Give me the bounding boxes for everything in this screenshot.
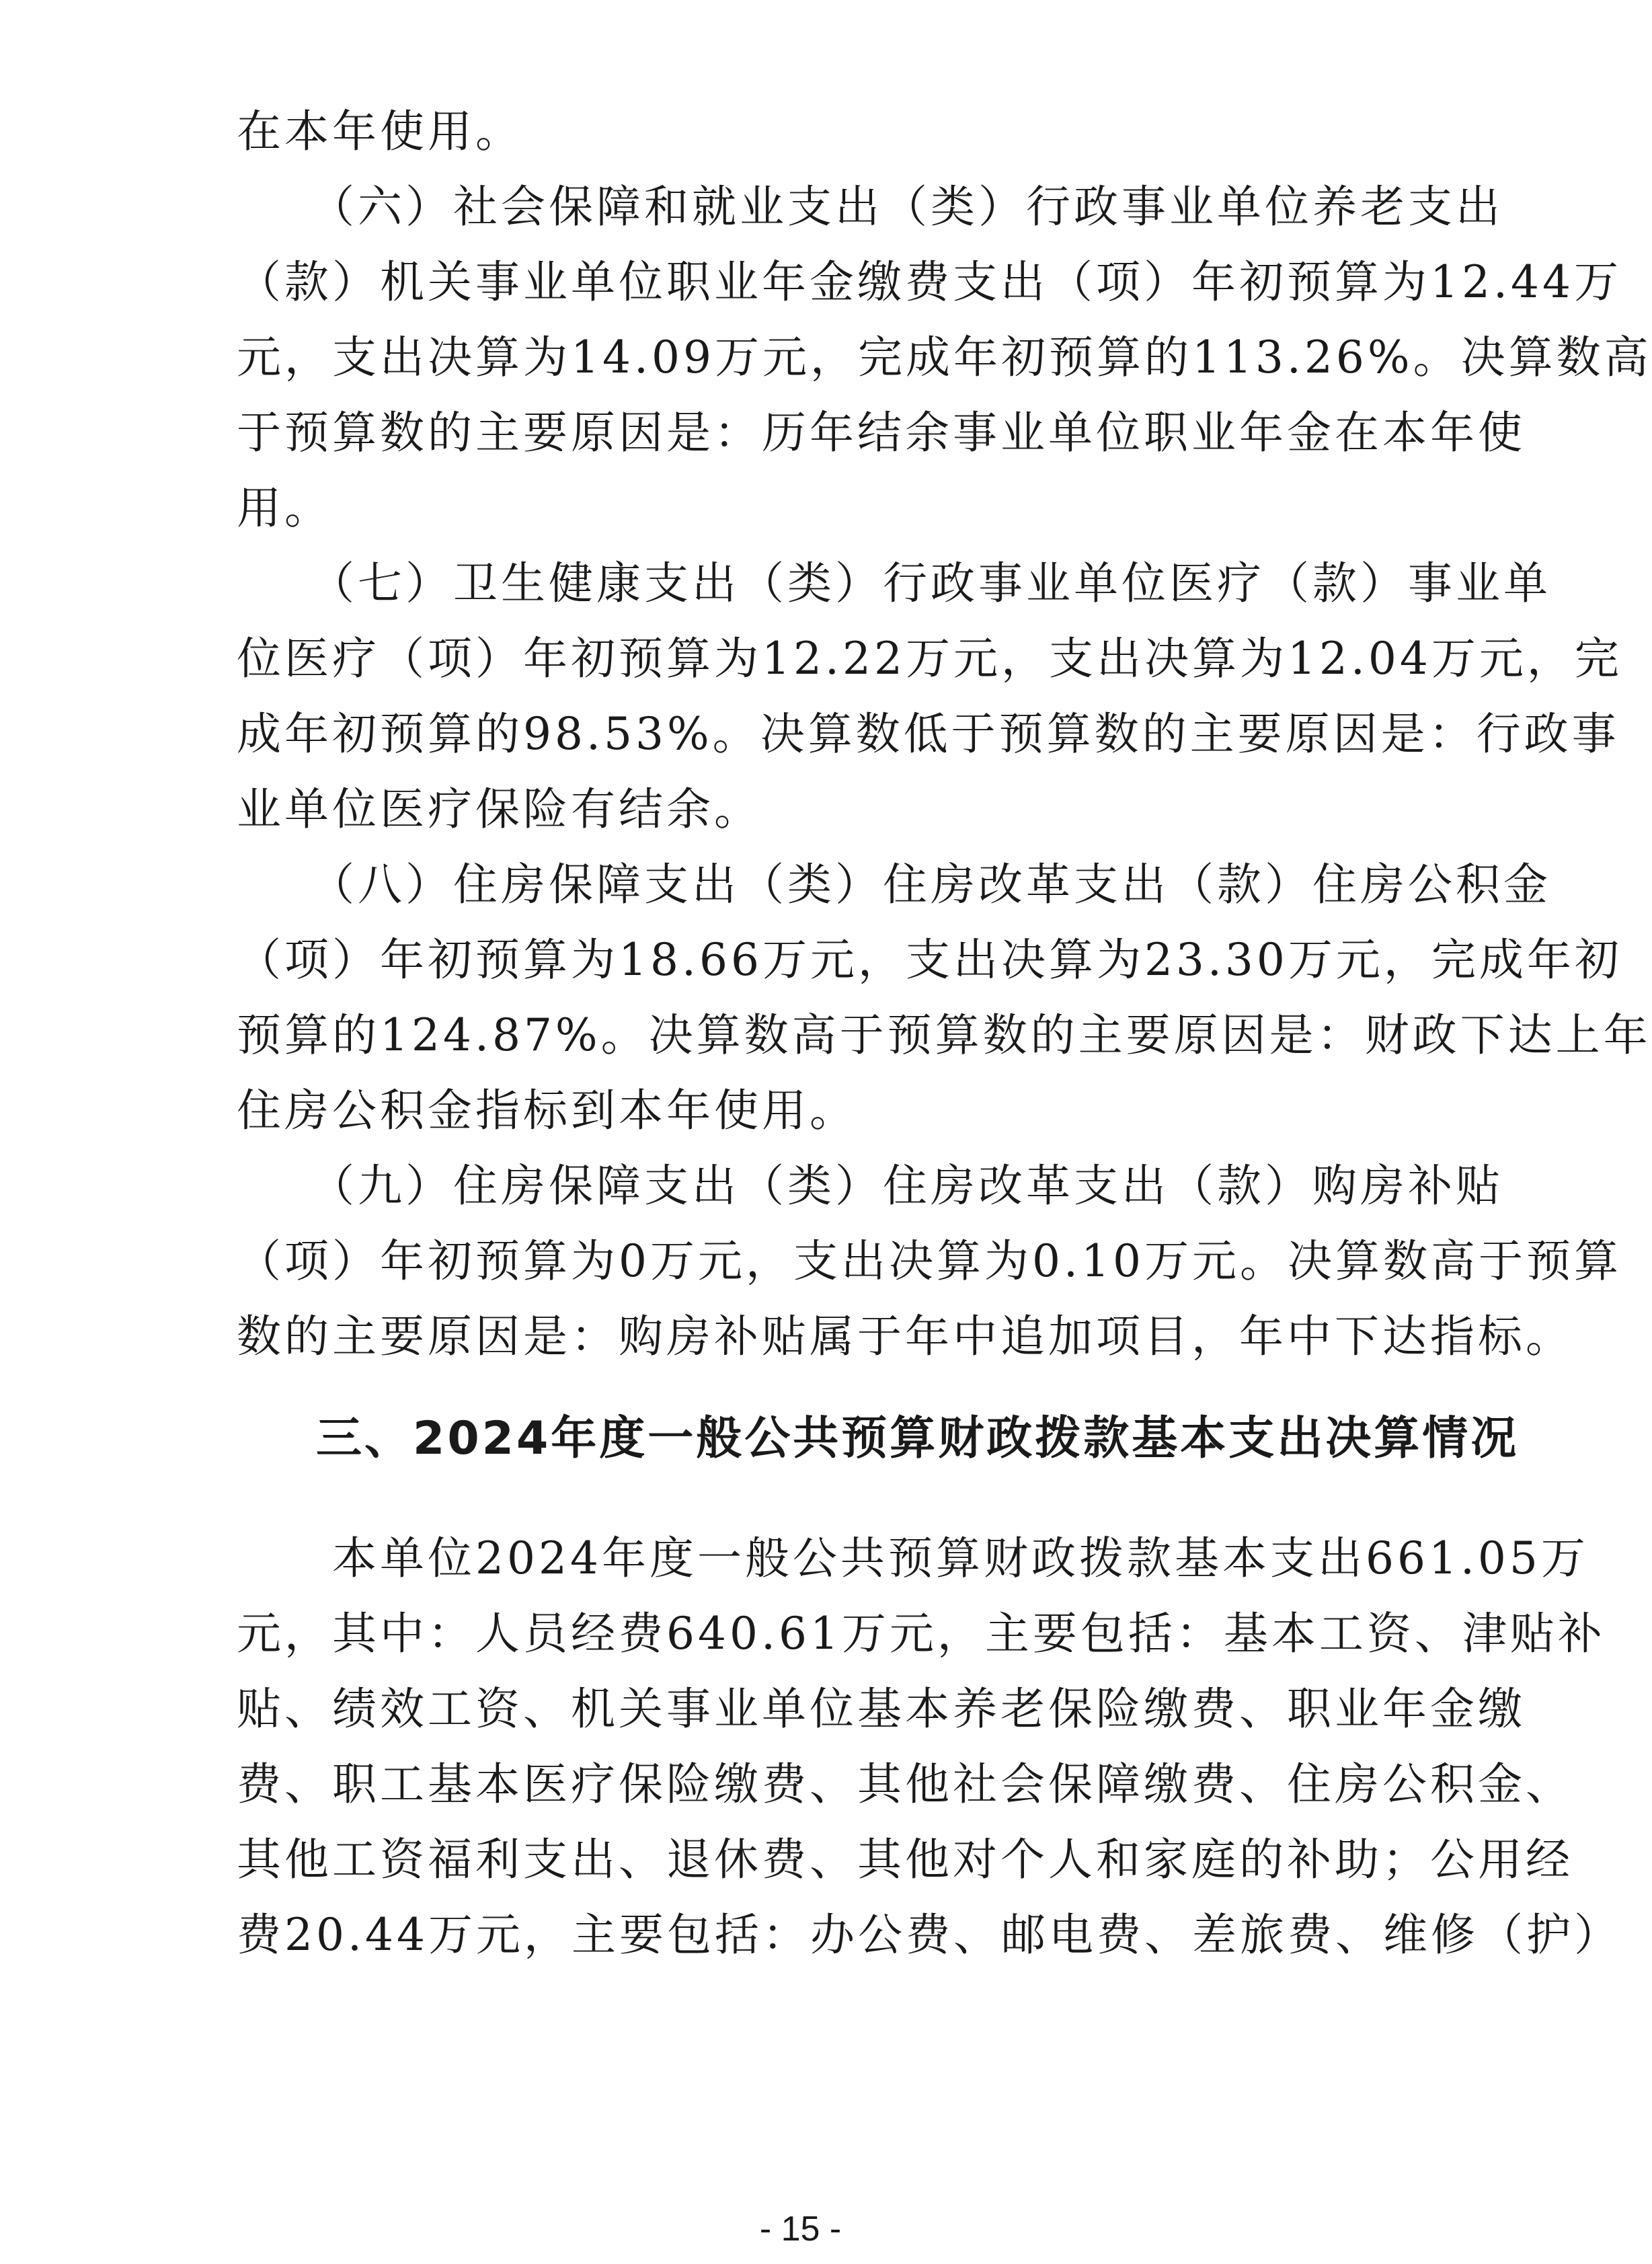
- text-line: （六）社会保障和就业支出（类）行政事业单位养老支出: [237, 181, 1503, 233]
- text-line: 成年初预算的98.53%。决算数低于预算数的主要原因是：行政事: [237, 708, 1620, 760]
- text-line: 费20.44万元，主要包括：办公费、邮电费、差旅费、维修（护）: [237, 1909, 1622, 1961]
- text-line: 元，支出决算为14.09万元，完成年初预算的113.26%。决算数高: [237, 331, 1652, 383]
- paragraph-continuation: [237, 94, 1373, 169]
- text-line: 预算的124.87%。决算数高于预算数的主要原因是：财政下达上年: [237, 1009, 1651, 1061]
- text-line: 在本年使用。: [237, 106, 523, 157]
- paragraph-item-6: [237, 169, 1652, 546]
- text-line: 其他工资福利支出、退休费、其他对个人和家庭的补助；公用经: [237, 1834, 1573, 1885]
- text-line: （项）年初预算为18.66万元，支出决算为23.30万元，完成年初: [237, 934, 1622, 986]
- text-line: 贴、绩效工资、机关事业单位基本养老保险缴费、职业年金缴: [237, 1683, 1526, 1735]
- text-line: 住房公积金指标到本年使用。: [237, 1085, 857, 1136]
- text-line: 本单位2024年度一般公共预算财政拨款基本支出661.05万: [237, 1532, 1589, 1584]
- text-line: （七）卫生健康支出（类）行政事业单位医疗（款）事业单: [237, 557, 1551, 609]
- text-line: 数的主要原因是：购房补贴属于年中追加项目，年中下达指标。: [237, 1311, 1573, 1362]
- section-heading: 三、2024年度一般公共预算财政拨款基本支出决算情况: [316, 1412, 1520, 1465]
- text-line: 费、职工基本医疗保险缴费、其他社会保障缴费、住房公积金、: [237, 1758, 1573, 1810]
- text-line: （款）机关事业单位职业年金缴费支出（项）年初预算为12.44万: [237, 256, 1622, 308]
- paragraph-item-8: [237, 847, 1651, 1148]
- paragraph-item-9: [237, 1148, 1622, 1374]
- text-line: （八）住房保障支出（类）住房改革支出（款）住房公积金: [237, 859, 1551, 910]
- text-line: 于预算数的主要原因是：历年结余事业单位职业年金在本年使: [237, 407, 1526, 459]
- text-line: 元，其中：人员经费640.61万元，主要包括：基本工资、津贴补: [237, 1608, 1606, 1660]
- text-line: 位医疗（项）年初预算为12.22万元，支出决算为12.04万元，完: [237, 633, 1622, 685]
- text-line: （项）年初预算为0万元，支出决算为0.10万元。决算数高于预算: [237, 1235, 1622, 1287]
- text-line: 业单位医疗保险有结余。: [237, 783, 762, 835]
- text-line: （九）住房保障支出（类）住房改革支出（款）购房补贴: [237, 1160, 1503, 1212]
- page-number: - 15 -: [759, 2210, 842, 2249]
- text-line: 用。: [237, 482, 332, 534]
- paragraph-basic-expenditure: [237, 1521, 1622, 1973]
- paragraph-item-7: [237, 546, 1622, 847]
- document-body: [237, 94, 1652, 1973]
